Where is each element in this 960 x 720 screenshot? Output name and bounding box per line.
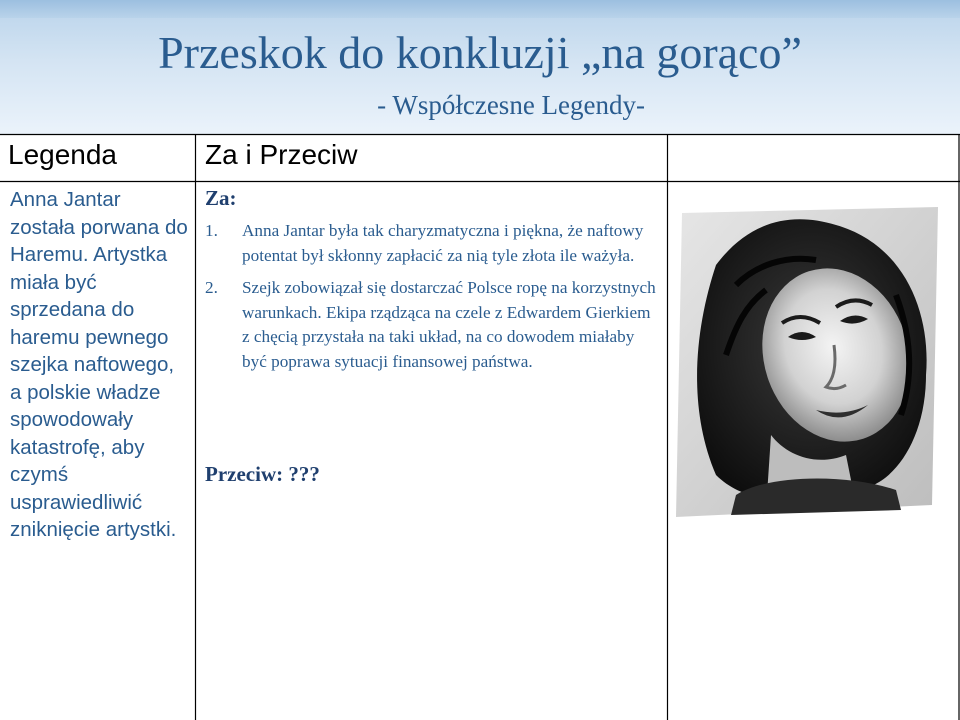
za-point-number: 2. xyxy=(205,278,218,298)
legend-text: Anna Jantar została porwana do Haremu. Artystka miała być sprzedana do haremu pewnego szejka naftowego, a polskie władze spowodowały katastrofę, aby czymś usprawiedliwić zniknięcie artystki. xyxy=(10,188,188,541)
column-header-za-i-przeciw: Za i Przeciw xyxy=(205,139,358,170)
slide-title: Przeskok do konkluzji „na gorąco” xyxy=(158,27,802,78)
za-label: Za: xyxy=(205,186,237,210)
za-point-text: Szejk zobowiązał się dostarczać Polsce ropę na korzystnych warunkach. Ekipa rządząca na czele z Edwardem Gierkiem z chęcią przystała na taki układ, na co dowodem miałaby być poprawa sytuacji finansowej państwa. xyxy=(242,278,656,371)
za-point xyxy=(205,219,660,268)
za-point-number: 1. xyxy=(205,221,218,240)
za-section xyxy=(205,186,660,383)
za-point-text: Anna Jantar była tak charyzmatyczna i piękna, że naftowy potentat był skłonny zapłacić za nią tyle złota ile ważyła. xyxy=(242,221,644,265)
column-header-legenda: Legenda xyxy=(8,139,118,170)
portrait-photo xyxy=(676,205,941,517)
przeciw-label: Przeciw: ??? xyxy=(205,462,320,486)
za-point xyxy=(205,276,660,374)
slide-subtitle: - Współczesne Legendy- xyxy=(377,90,645,120)
